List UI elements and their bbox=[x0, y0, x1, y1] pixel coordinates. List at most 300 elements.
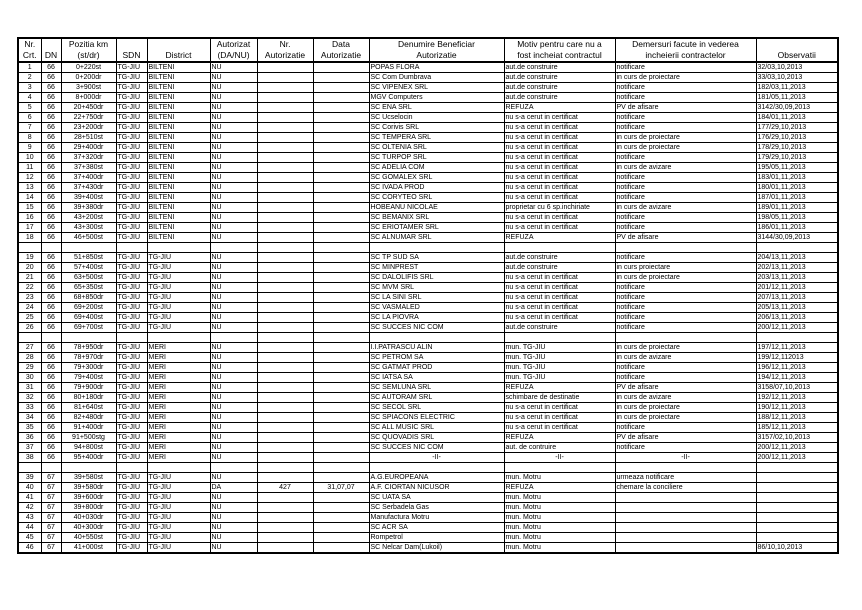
empty-cell bbox=[615, 333, 756, 343]
cell-district: BILTENI bbox=[147, 143, 210, 153]
cell-nr-crt: 3 bbox=[18, 83, 41, 93]
cell-district: MERI bbox=[147, 363, 210, 373]
empty-cell bbox=[756, 333, 838, 343]
separator-row bbox=[18, 463, 838, 473]
table-row bbox=[18, 393, 838, 403]
cell-nr-crt: 1 bbox=[18, 62, 41, 73]
cell-dn: 67 bbox=[41, 483, 61, 493]
empty-cell bbox=[257, 243, 313, 253]
cell-pozitia-km: 68+850dr bbox=[61, 293, 116, 303]
cell-nr-autorizatie bbox=[257, 503, 313, 513]
cell-dn: 67 bbox=[41, 513, 61, 523]
cell-beneficiar: SC ERIOTAMER SRL bbox=[369, 223, 504, 233]
cell-dn: 66 bbox=[41, 123, 61, 133]
empty-cell bbox=[147, 463, 210, 473]
cell-sdn: TG-JIU bbox=[116, 73, 147, 83]
cell-nr-autorizatie bbox=[257, 73, 313, 83]
cell-district: TG-JIU bbox=[147, 513, 210, 523]
empty-cell bbox=[369, 333, 504, 343]
cell-demersuri: chemare la conciliere bbox=[615, 483, 756, 493]
cell-nr-crt: 18 bbox=[18, 233, 41, 243]
table-row bbox=[18, 103, 838, 113]
cell-observatii bbox=[756, 493, 838, 503]
cell-nr-autorizatie bbox=[257, 93, 313, 103]
cell-district: MERI bbox=[147, 373, 210, 383]
cell-data-autorizatie bbox=[313, 323, 369, 333]
cell-data-autorizatie bbox=[313, 343, 369, 353]
cell-autorizat: NU bbox=[210, 73, 257, 83]
cell-motiv: nu s-a cerut in certificat bbox=[504, 313, 615, 323]
empty-cell bbox=[615, 463, 756, 473]
cell-data-autorizatie bbox=[313, 383, 369, 393]
table-row bbox=[18, 83, 838, 93]
cell-autorizat: NU bbox=[210, 153, 257, 163]
cell-dn: 66 bbox=[41, 62, 61, 73]
cell-observatii: 202/13,11,2013 bbox=[756, 263, 838, 273]
cell-beneficiar: SC LA PIOVRA bbox=[369, 313, 504, 323]
cell-demersuri: in curs de proiectare bbox=[615, 143, 756, 153]
table-body bbox=[18, 62, 838, 553]
cell-beneficiar: SC GATMAT PROD bbox=[369, 363, 504, 373]
cell-sdn: TG-JIU bbox=[116, 393, 147, 403]
cell-pozitia-km: 69+700st bbox=[61, 323, 116, 333]
cell-autorizat: NU bbox=[210, 363, 257, 373]
table-row bbox=[18, 443, 838, 453]
cell-autorizat: NU bbox=[210, 383, 257, 393]
cell-data-autorizatie bbox=[313, 62, 369, 73]
cell-observatii: 3144/30,09,2013 bbox=[756, 233, 838, 243]
cell-sdn: TG-JIU bbox=[116, 443, 147, 453]
cell-district: MERI bbox=[147, 413, 210, 423]
empty-cell bbox=[61, 463, 116, 473]
cell-sdn: TG-JIU bbox=[116, 323, 147, 333]
cell-nr-crt: 2 bbox=[18, 73, 41, 83]
cell-nr-autorizatie bbox=[257, 123, 313, 133]
empty-cell bbox=[210, 333, 257, 343]
cell-nr-crt: 17 bbox=[18, 223, 41, 233]
cell-data-autorizatie bbox=[313, 363, 369, 373]
cell-data-autorizatie bbox=[313, 353, 369, 363]
cell-pozitia-km: 20+450dr bbox=[61, 103, 116, 113]
cell-observatii: 200/12,11,2013 bbox=[756, 443, 838, 453]
cell-data-autorizatie bbox=[313, 283, 369, 293]
empty-cell bbox=[257, 333, 313, 343]
cell-nr-autorizatie bbox=[257, 183, 313, 193]
header-pozitia-km: (st/dr) bbox=[61, 50, 116, 62]
cell-district: BILTENI bbox=[147, 73, 210, 83]
cell-autorizat: NU bbox=[210, 523, 257, 533]
cell-data-autorizatie bbox=[313, 313, 369, 323]
cell-dn: 66 bbox=[41, 183, 61, 193]
cell-sdn: TG-JIU bbox=[116, 383, 147, 393]
cell-nr-autorizatie bbox=[257, 83, 313, 93]
header-demersuri: incheierii contractelor bbox=[615, 50, 756, 62]
cell-nr-crt: 10 bbox=[18, 153, 41, 163]
cell-beneficiar: SC OLTENIA SRL bbox=[369, 143, 504, 153]
cell-pozitia-km: 65+350st bbox=[61, 283, 116, 293]
cell-sdn: TG-JIU bbox=[116, 83, 147, 93]
cell-motiv: aut.de construire bbox=[504, 323, 615, 333]
cell-autorizat: NU bbox=[210, 183, 257, 193]
cell-motiv: nu s-a cerut in certificat bbox=[504, 113, 615, 123]
cell-beneficiar: SC QUOVADIS SRL bbox=[369, 433, 504, 443]
cell-data-autorizatie bbox=[313, 253, 369, 263]
cell-autorizat: NU bbox=[210, 133, 257, 143]
empty-cell bbox=[18, 463, 41, 473]
cell-nr-autorizatie bbox=[257, 173, 313, 183]
cell-sdn: TG-JIU bbox=[116, 313, 147, 323]
cell-beneficiar: SC Corivis SRL bbox=[369, 123, 504, 133]
cell-nr-crt: 4 bbox=[18, 93, 41, 103]
cell-pozitia-km: 39+400st bbox=[61, 193, 116, 203]
cell-demersuri: urmeaza notificare bbox=[615, 473, 756, 483]
cell-nr-crt: 20 bbox=[18, 263, 41, 273]
cell-nr-autorizatie bbox=[257, 253, 313, 263]
cell-pozitia-km: 37+400dr bbox=[61, 173, 116, 183]
cell-observatii: 3157/02,10,2013 bbox=[756, 433, 838, 443]
cell-nr-crt: 42 bbox=[18, 503, 41, 513]
cell-motiv: nu s-a cerut in certificat bbox=[504, 193, 615, 203]
cell-demersuri: notificare bbox=[615, 173, 756, 183]
cell-beneficiar: SC MINPREST bbox=[369, 263, 504, 273]
cell-autorizat: NU bbox=[210, 143, 257, 153]
cell-district: BILTENI bbox=[147, 93, 210, 103]
cell-observatii: 192/12,11,2013 bbox=[756, 393, 838, 403]
cell-autorizat: NU bbox=[210, 173, 257, 183]
cell-nr-crt: 45 bbox=[18, 533, 41, 543]
cell-district: TG-JIU bbox=[147, 263, 210, 273]
cell-sdn: TG-JIU bbox=[116, 423, 147, 433]
empty-cell bbox=[313, 463, 369, 473]
cell-beneficiar: SC Nelcar Dam(Lukoil) bbox=[369, 543, 504, 554]
cell-beneficiar: SC MVM SRL bbox=[369, 283, 504, 293]
empty-cell bbox=[756, 463, 838, 473]
cell-district: BILTENI bbox=[147, 183, 210, 193]
cell-data-autorizatie bbox=[313, 173, 369, 183]
table-row bbox=[18, 62, 838, 73]
cell-nr-crt: 16 bbox=[18, 213, 41, 223]
cell-nr-autorizatie bbox=[257, 213, 313, 223]
cell-autorizat: NU bbox=[210, 213, 257, 223]
cell-district: TG-JIU bbox=[147, 283, 210, 293]
cell-autorizat: NU bbox=[210, 413, 257, 423]
cell-nr-autorizatie bbox=[257, 283, 313, 293]
cell-autorizat: NU bbox=[210, 62, 257, 73]
cell-beneficiar: POPAS FLORA bbox=[369, 62, 504, 73]
cell-motiv: mun. TG-JIU bbox=[504, 353, 615, 363]
cell-motiv: aut.de construire bbox=[504, 83, 615, 93]
cell-nr-crt: 15 bbox=[18, 203, 41, 213]
cell-autorizat: NU bbox=[210, 373, 257, 383]
cell-autorizat: NU bbox=[210, 283, 257, 293]
cell-beneficiar: SC Ucselocin bbox=[369, 113, 504, 123]
empty-cell bbox=[313, 243, 369, 253]
cell-nr-autorizatie bbox=[257, 353, 313, 363]
cell-sdn: TG-JIU bbox=[116, 403, 147, 413]
cell-observatii: 205/13,11,2013 bbox=[756, 303, 838, 313]
cell-pozitia-km: 8+000dr bbox=[61, 93, 116, 103]
cell-nr-crt: 34 bbox=[18, 413, 41, 423]
cell-nr-crt: 39 bbox=[18, 473, 41, 483]
cell-beneficiar: SC ENA SRL bbox=[369, 103, 504, 113]
cell-observatii: 176/29,10,2013 bbox=[756, 133, 838, 143]
empty-cell bbox=[18, 333, 41, 343]
empty-cell bbox=[41, 333, 61, 343]
cell-dn: 66 bbox=[41, 283, 61, 293]
cell-motiv: mun. Motru bbox=[504, 473, 615, 483]
table-row bbox=[18, 273, 838, 283]
cell-pozitia-km: 29+400dr bbox=[61, 143, 116, 153]
cell-motiv: mun. Motru bbox=[504, 533, 615, 543]
cell-motiv: mun. TG-JIU bbox=[504, 363, 615, 373]
cell-nr-autorizatie bbox=[257, 373, 313, 383]
cell-beneficiar: SC VIPENEX SRL bbox=[369, 83, 504, 93]
cell-pozitia-km: 43+200st bbox=[61, 213, 116, 223]
cell-nr-autorizatie bbox=[257, 343, 313, 353]
empty-cell bbox=[257, 463, 313, 473]
table-row bbox=[18, 153, 838, 163]
cell-sdn: TG-JIU bbox=[116, 343, 147, 353]
cell-sdn: TG-JIU bbox=[116, 213, 147, 223]
cell-nr-autorizatie: 427 bbox=[257, 483, 313, 493]
cell-beneficiar: SC DALOLIFIS SRL bbox=[369, 273, 504, 283]
cell-demersuri: notificare bbox=[615, 293, 756, 303]
cell-beneficiar: SC PETROM SA bbox=[369, 353, 504, 363]
cell-nr-crt: 29 bbox=[18, 363, 41, 373]
cell-motiv: mun. Motru bbox=[504, 543, 615, 554]
cell-demersuri: notificare bbox=[615, 183, 756, 193]
cell-dn: 66 bbox=[41, 313, 61, 323]
cell-data-autorizatie bbox=[313, 403, 369, 413]
cell-data-autorizatie bbox=[313, 433, 369, 443]
empty-cell bbox=[41, 463, 61, 473]
cell-district: MERI bbox=[147, 423, 210, 433]
cell-beneficiar: SC TURPOP SRL bbox=[369, 153, 504, 163]
cell-demersuri: PV de afisare bbox=[615, 433, 756, 443]
cell-observatii: 182/03,11,2013 bbox=[756, 83, 838, 93]
cell-nr-autorizatie bbox=[257, 273, 313, 283]
table-row bbox=[18, 473, 838, 483]
table-row bbox=[18, 513, 838, 523]
cell-observatii: 183/01,11,2013 bbox=[756, 173, 838, 183]
cell-observatii: 190/12,11,2013 bbox=[756, 403, 838, 413]
cell-district: BILTENI bbox=[147, 203, 210, 213]
cell-district: TG-JIU bbox=[147, 503, 210, 513]
cell-nr-autorizatie bbox=[257, 313, 313, 323]
header-sdn bbox=[116, 38, 147, 50]
cell-observatii bbox=[756, 503, 838, 513]
cell-data-autorizatie bbox=[313, 183, 369, 193]
cell-district: BILTENI bbox=[147, 193, 210, 203]
cell-motiv: nu s-a cerut in certificat bbox=[504, 143, 615, 153]
cell-nr-autorizatie bbox=[257, 293, 313, 303]
table-row bbox=[18, 253, 838, 263]
cell-nr-crt: 44 bbox=[18, 523, 41, 533]
cell-beneficiar: SC BEMANIX SRL bbox=[369, 213, 504, 223]
cell-sdn: TG-JIU bbox=[116, 93, 147, 103]
cell-dn: 66 bbox=[41, 413, 61, 423]
cell-observatii: 3142/30,09,2013 bbox=[756, 103, 838, 113]
cell-dn: 67 bbox=[41, 533, 61, 543]
cell-motiv: mun. Motru bbox=[504, 493, 615, 503]
cell-autorizat: NU bbox=[210, 433, 257, 443]
cell-demersuri: notificare bbox=[615, 313, 756, 323]
cell-observatii: 206/13,11,2013 bbox=[756, 313, 838, 323]
cell-sdn: TG-JIU bbox=[116, 373, 147, 383]
cell-nr-autorizatie bbox=[257, 523, 313, 533]
cell-observatii: 194/12,11,2013 bbox=[756, 373, 838, 383]
cell-nr-crt: 12 bbox=[18, 173, 41, 183]
empty-cell bbox=[615, 243, 756, 253]
cell-dn: 66 bbox=[41, 363, 61, 373]
cell-district: TG-JIU bbox=[147, 533, 210, 543]
cell-dn: 66 bbox=[41, 403, 61, 413]
cell-data-autorizatie bbox=[313, 373, 369, 383]
cell-autorizat: NU bbox=[210, 533, 257, 543]
cell-sdn: TG-JIU bbox=[116, 62, 147, 73]
cell-autorizat: NU bbox=[210, 323, 257, 333]
table-row bbox=[18, 413, 838, 423]
cell-district: TG-JIU bbox=[147, 523, 210, 533]
cell-district: MERI bbox=[147, 443, 210, 453]
cell-data-autorizatie bbox=[313, 113, 369, 123]
cell-beneficiar: SC SUCCES NIC COM bbox=[369, 443, 504, 453]
cell-nr-crt: 9 bbox=[18, 143, 41, 153]
table-row bbox=[18, 483, 838, 493]
cell-district: MERI bbox=[147, 403, 210, 413]
empty-cell bbox=[369, 243, 504, 253]
cell-data-autorizatie bbox=[313, 533, 369, 543]
cell-motiv: REFUZA bbox=[504, 483, 615, 493]
cell-observatii: 180/01,11,2013 bbox=[756, 183, 838, 193]
cell-dn: 66 bbox=[41, 83, 61, 93]
cell-demersuri: PV de afisare bbox=[615, 383, 756, 393]
cell-demersuri: notificare bbox=[615, 443, 756, 453]
cell-demersuri: notificare bbox=[615, 123, 756, 133]
cell-nr-autorizatie bbox=[257, 413, 313, 423]
cell-autorizat: NU bbox=[210, 513, 257, 523]
cell-pozitia-km: 46+500st bbox=[61, 233, 116, 243]
cell-nr-crt: 7 bbox=[18, 123, 41, 133]
cell-demersuri: in curs de proiectare bbox=[615, 413, 756, 423]
cell-sdn: TG-JIU bbox=[116, 143, 147, 153]
cell-beneficiar: SC VASMALED bbox=[369, 303, 504, 313]
cell-pozitia-km: 79+300dr bbox=[61, 363, 116, 373]
cell-dn: 66 bbox=[41, 443, 61, 453]
table-row bbox=[18, 373, 838, 383]
table-row bbox=[18, 503, 838, 513]
separator-row bbox=[18, 333, 838, 343]
cell-sdn: TG-JIU bbox=[116, 363, 147, 373]
header-data-autorizatie: Data bbox=[313, 38, 369, 50]
cell-demersuri bbox=[615, 513, 756, 523]
cell-district: BILTENI bbox=[147, 133, 210, 143]
cell-observatii: 177/29,10,2013 bbox=[756, 123, 838, 133]
cell-motiv: nu s-a cerut in certificat bbox=[504, 173, 615, 183]
empty-cell bbox=[504, 333, 615, 343]
cell-motiv: nu s-a cerut in certificat bbox=[504, 163, 615, 173]
cell-district: TG-JIU bbox=[147, 253, 210, 263]
cell-observatii: 203/13,11,2013 bbox=[756, 273, 838, 283]
cell-motiv: nu s-a cerut in certificat bbox=[504, 133, 615, 143]
cell-dn: 67 bbox=[41, 523, 61, 533]
cell-nr-autorizatie bbox=[257, 543, 313, 554]
cell-dn: 66 bbox=[41, 303, 61, 313]
cell-pozitia-km: 37+380st bbox=[61, 163, 116, 173]
cell-nr-crt: 38 bbox=[18, 453, 41, 463]
cell-dn: 66 bbox=[41, 203, 61, 213]
table-row bbox=[18, 523, 838, 533]
cell-district: MERI bbox=[147, 453, 210, 463]
cell-pozitia-km: 41+000st bbox=[61, 543, 116, 554]
empty-cell bbox=[116, 243, 147, 253]
cell-motiv: mun. Motru bbox=[504, 513, 615, 523]
cell-demersuri: notificare bbox=[615, 283, 756, 293]
cell-motiv: REFUZA bbox=[504, 103, 615, 113]
cell-nr-autorizatie bbox=[257, 393, 313, 403]
header-row-1 bbox=[18, 38, 838, 50]
table-row bbox=[18, 453, 838, 463]
cell-beneficiar: SC IVADA PROD bbox=[369, 183, 504, 193]
cell-beneficiar: SC SEMLUNA SRL bbox=[369, 383, 504, 393]
cell-motiv: aut.de construire bbox=[504, 73, 615, 83]
table-row bbox=[18, 123, 838, 133]
cell-dn: 66 bbox=[41, 93, 61, 103]
cell-sdn: TG-JIU bbox=[116, 413, 147, 423]
cell-pozitia-km: 39+580st bbox=[61, 473, 116, 483]
cell-pozitia-km: 69+400st bbox=[61, 313, 116, 323]
cell-dn: 67 bbox=[41, 543, 61, 554]
table-row bbox=[18, 163, 838, 173]
cell-demersuri: in curs de avizare bbox=[615, 163, 756, 173]
cell-motiv: REFUZA bbox=[504, 433, 615, 443]
cell-beneficiar: I.I.PATRASCU ALIN bbox=[369, 343, 504, 353]
cell-pozitia-km: 39+380dr bbox=[61, 203, 116, 213]
cell-observatii: 195/05,11,2013 bbox=[756, 163, 838, 173]
cell-sdn: TG-JIU bbox=[116, 173, 147, 183]
cell-dn: 66 bbox=[41, 423, 61, 433]
empty-cell bbox=[147, 333, 210, 343]
cell-motiv: nu s-a cerut in certificat bbox=[504, 423, 615, 433]
cell-autorizat: NU bbox=[210, 303, 257, 313]
cell-observatii: 197/12,11,2013 bbox=[756, 343, 838, 353]
cell-sdn: TG-JIU bbox=[116, 513, 147, 523]
cell-data-autorizatie bbox=[313, 93, 369, 103]
cell-beneficiar: SC ACR SA bbox=[369, 523, 504, 533]
cell-nr-autorizatie bbox=[257, 493, 313, 503]
table-row bbox=[18, 133, 838, 143]
cell-demersuri: in curs de proiectare bbox=[615, 403, 756, 413]
cell-nr-crt: 41 bbox=[18, 493, 41, 503]
cell-data-autorizatie bbox=[313, 133, 369, 143]
cell-demersuri: notificare bbox=[615, 323, 756, 333]
cell-pozitia-km: 40+030dr bbox=[61, 513, 116, 523]
cell-sdn: TG-JIU bbox=[116, 203, 147, 213]
cell-autorizat: NU bbox=[210, 493, 257, 503]
table-row bbox=[18, 183, 838, 193]
cell-dn: 66 bbox=[41, 173, 61, 183]
cell-observatii: 184/01,11,2013 bbox=[756, 113, 838, 123]
cell-data-autorizatie: 31,07,07 bbox=[313, 483, 369, 493]
cell-data-autorizatie bbox=[313, 103, 369, 113]
cell-data-autorizatie bbox=[313, 193, 369, 203]
cell-sdn: TG-JIU bbox=[116, 483, 147, 493]
cell-motiv: proprietar cu 6 sp.inchiriate bbox=[504, 203, 615, 213]
cell-nr-crt: 5 bbox=[18, 103, 41, 113]
cell-observatii: 33/03,10,2013 bbox=[756, 73, 838, 83]
cell-motiv: nu s-a cerut in certificat bbox=[504, 283, 615, 293]
cell-data-autorizatie bbox=[313, 153, 369, 163]
